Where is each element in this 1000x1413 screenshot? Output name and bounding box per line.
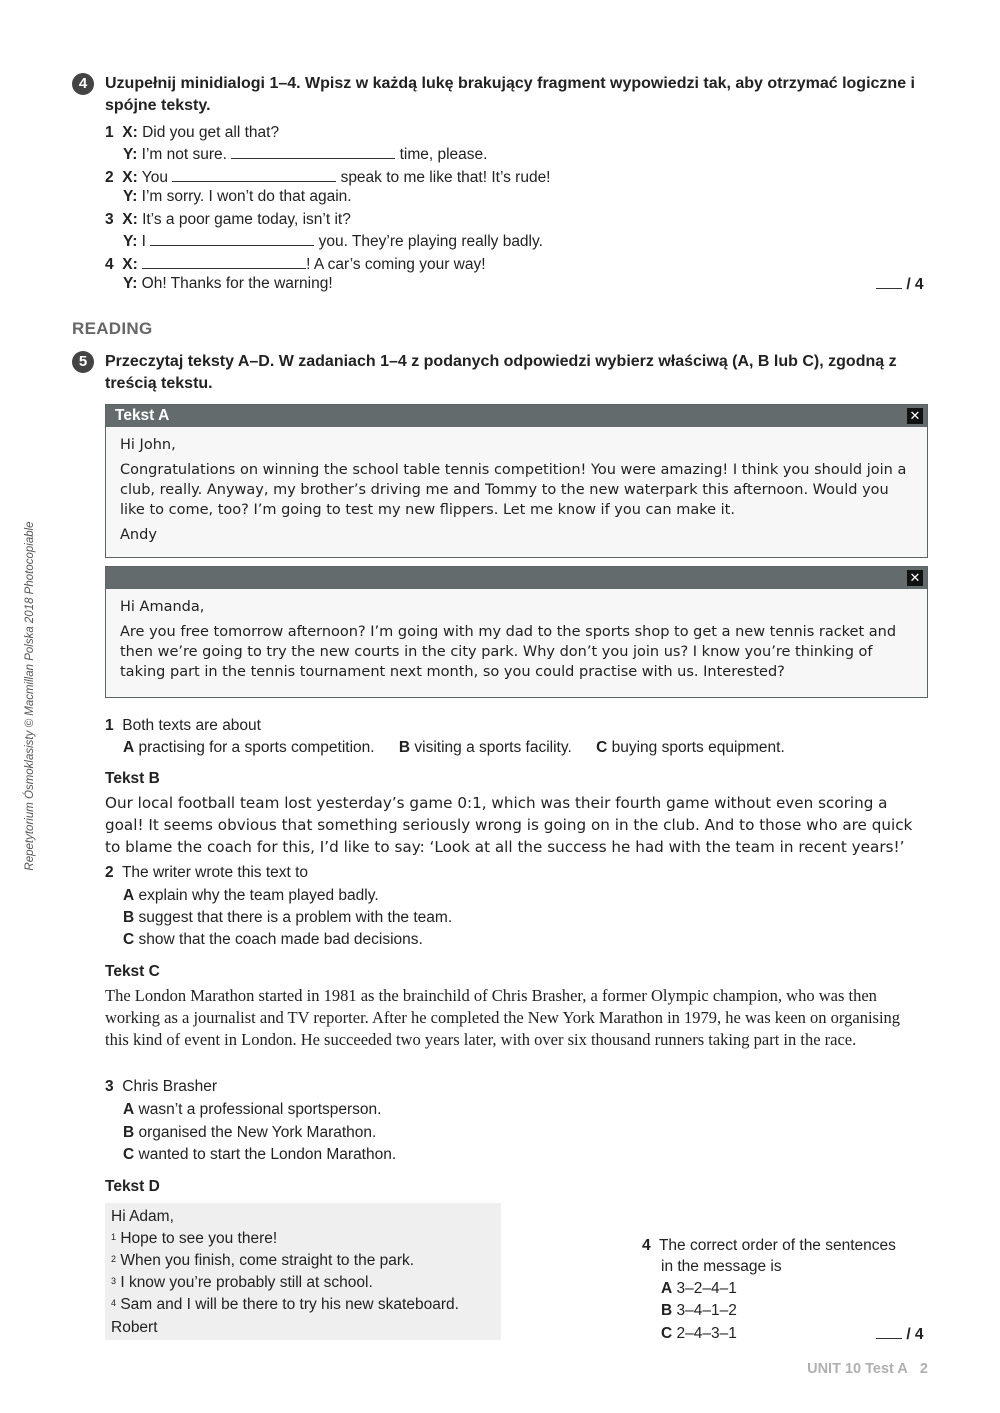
task-4-item-4-y — [123, 274, 333, 294]
page-footer — [807, 1361, 928, 1377]
text-a-title: Tekst A — [115, 407, 170, 424]
option-letter: C — [123, 931, 135, 948]
question-number: 3 — [105, 1078, 114, 1095]
text-c-title: Tekst C — [105, 963, 160, 980]
speaker-label: X: — [122, 256, 138, 273]
text-a-header — [106, 405, 927, 427]
option-letter: A — [661, 1280, 673, 1297]
option-text: practising for a sports competition. — [138, 739, 375, 756]
message-2-header — [106, 567, 927, 589]
task-4-item-2-x — [105, 167, 551, 188]
text-a-message-1 — [105, 404, 928, 558]
score-gap[interactable] — [876, 274, 902, 289]
sentence-3 — [111, 1273, 373, 1293]
dialogue-text: I’m not sure. — [141, 146, 227, 163]
question-4-option-b[interactable] — [661, 1301, 737, 1321]
question-2-option-c[interactable] — [123, 930, 423, 950]
speaker-label: Y: — [123, 188, 138, 205]
message-greeting: Hi John, — [120, 437, 176, 453]
task-4-number: 4 — [72, 73, 94, 95]
option-text: 2–4–3–1 — [676, 1325, 737, 1342]
question-3-stem — [105, 1077, 217, 1097]
dialogue-text: I’m sorry. I won’t do that again. — [141, 188, 352, 205]
task-4-instruction: Uzupełnij minidialogi 1–4. Wpisz w każdą lukę brakujący fragment wypowiedzi tak, aby otrzymać logiczne i spójne teksty. — [105, 75, 915, 114]
question-text: The correct order of the sentences — [658, 1237, 896, 1254]
option-text: suggest that there is a problem with the team. — [138, 909, 453, 926]
sentence-number: 3 — [111, 1276, 117, 1286]
question-number: 2 — [105, 864, 114, 881]
close-icon[interactable]: ✕ — [907, 570, 923, 586]
page-number: 2 — [919, 1361, 928, 1377]
answer-gap[interactable] — [172, 167, 336, 182]
question-number: 1 — [105, 717, 114, 734]
option-letter: C — [596, 739, 608, 756]
question-4-stem-cont: in the message is — [661, 1258, 782, 1275]
task-5-score — [876, 1324, 924, 1345]
option-letter: C — [123, 1146, 135, 1163]
dialogue-text: speak to me like that! It’s rude! — [340, 169, 551, 186]
text-a-message-2 — [105, 566, 928, 698]
answer-gap[interactable] — [231, 144, 395, 159]
question-text: The writer wrote this text to — [121, 864, 309, 881]
question-text: Both texts are about — [122, 717, 261, 734]
close-icon[interactable]: ✕ — [907, 408, 923, 424]
dialogue-text: I — [141, 233, 146, 250]
task-4-score — [876, 274, 924, 295]
question-2-option-b[interactable] — [123, 908, 452, 928]
item-number: 3 — [105, 211, 114, 228]
option-text: wanted to start the London Marathon. — [138, 1146, 397, 1163]
task-5-number: 5 — [72, 351, 94, 373]
option-c[interactable] — [596, 739, 785, 756]
message-signature: Andy — [120, 527, 157, 543]
sentence-number: 1 — [111, 1232, 117, 1242]
message-signature: Robert — [111, 1319, 158, 1336]
speaker-label: Y: — [123, 233, 138, 250]
question-2-stem — [105, 863, 308, 883]
answer-gap[interactable] — [142, 254, 306, 269]
score-gap[interactable] — [876, 1324, 902, 1339]
task-4-item-2-y — [123, 187, 352, 207]
sentence-text: When you finish, come straight to the park. — [120, 1252, 415, 1269]
sentence-number: 4 — [111, 1298, 117, 1308]
dialogue-text: It’s a poor game today, isn’t it? — [142, 211, 351, 228]
task-5-instruction: Przeczytaj teksty A–D. W zadaniach 1–4 z podanych odpowiedzi wybierz właściwą (A, B lub C), zgodną z treścią tekstu. — [105, 353, 897, 392]
question-3-option-c[interactable] — [123, 1145, 396, 1165]
option-text: 3–4–1–2 — [676, 1302, 737, 1319]
question-4-option-a[interactable] — [661, 1279, 737, 1299]
sentence-2 — [111, 1251, 414, 1271]
option-text: buying sports equipment. — [611, 739, 785, 756]
option-text: visiting a sports facility. — [414, 739, 572, 756]
dialogue-text: ! A car’s coming your way! — [306, 256, 486, 273]
score-total: / 4 — [906, 1326, 924, 1343]
question-3-option-b[interactable] — [123, 1123, 376, 1143]
question-number: 4 — [642, 1237, 651, 1254]
option-text: organised the New York Marathon. — [138, 1124, 377, 1141]
task-4-item-3-x — [105, 210, 351, 230]
option-text: explain why the team played badly. — [138, 887, 379, 904]
sentence-number: 2 — [111, 1254, 117, 1264]
message-greeting: Hi Amanda, — [120, 599, 205, 615]
option-letter: C — [661, 1325, 673, 1342]
task-4-item-1-x — [105, 123, 279, 143]
option-text: wasn’t a professional sportsperson. — [138, 1101, 382, 1118]
speaker-label: X: — [122, 169, 138, 186]
option-letter: B — [123, 909, 135, 926]
question-3-option-a[interactable] — [123, 1100, 381, 1120]
option-letter: B — [123, 1124, 135, 1141]
dialogue-text: You — [141, 169, 168, 186]
option-letter: A — [123, 1101, 135, 1118]
option-letter: A — [123, 887, 135, 904]
question-1-options — [123, 738, 785, 758]
speaker-label: Y: — [123, 275, 138, 292]
option-b[interactable] — [399, 739, 572, 756]
task-4-item-4-x — [105, 254, 486, 275]
sentence-1 — [111, 1229, 277, 1249]
score-total: / 4 — [906, 276, 924, 293]
question-4-option-c[interactable] — [661, 1324, 737, 1344]
sentence-4 — [111, 1295, 459, 1315]
question-4-stem — [642, 1236, 896, 1256]
option-letter: B — [398, 739, 411, 756]
message-greeting: Hi Adam, — [111, 1208, 174, 1225]
sentence-text: Sam and I will be there to try his new skateboard. — [120, 1296, 459, 1313]
text-c-body: The London Marathon started in 1981 as the brainchild of Chris Brasher, a former Olympic champion, who was then working as a journalist and TV reporter. After he completed the New York Marathon in 1979, he was keen on organising this kind of event in London. He succeeded two years later, with over six thousand runners taking part in the race. — [105, 986, 901, 1049]
message-text: Congratulations on winning the school table tennis competition! You were amazing! I think you should join a club, really. Anyway, my brother’s driving me and Tommy to the new waterpark this afternoon. Would you like to come, too? I’m going to test my new flippers. Let me know if you can make it. — [120, 462, 907, 518]
text-b-title: Tekst B — [105, 770, 160, 787]
option-letter: B — [661, 1302, 673, 1319]
dialogue-text: time, please. — [399, 146, 488, 163]
option-text: 3–2–4–1 — [676, 1280, 737, 1297]
message-body — [106, 427, 927, 558]
question-2-option-a[interactable] — [123, 886, 379, 906]
question-1-stem — [105, 716, 261, 736]
message-text: Are you free tomorrow afternoon? I’m going with my dad to the sports shop to get a new tennis racket and then we’re going to try the new courts in the city park. Why don’t you join us? I know you’re thinking of taking part in the tennis tournament next month, so you could practise with us. Interested? — [120, 624, 897, 680]
speaker-label: Y: — [123, 146, 138, 163]
sentence-text: I know you’re probably still at school. — [120, 1274, 373, 1291]
text-d-title: Tekst D — [105, 1178, 160, 1195]
text-b-body: Our local football team lost yesterday’s game 0:1, which was their fourth game without even scoring a goal! It seems obvious that something seriously wrong is going on in the club. And to those who are quick to blame the coach for this, I’d like to say: ‘Look at all the success he had with the team in recent years!’ — [105, 794, 913, 856]
option-a[interactable] — [123, 739, 375, 756]
dialogue-text: Did you get all that? — [142, 124, 280, 141]
answer-gap[interactable] — [150, 231, 314, 246]
message-body — [106, 589, 927, 695]
dialogue-text: you. They’re playing really badly. — [318, 233, 543, 250]
unit-label: UNIT 10 Test A — [807, 1361, 908, 1377]
question-text: Chris Brasher — [122, 1078, 217, 1095]
option-text: show that the coach made bad decisions. — [138, 931, 423, 948]
reading-section-title: READING — [72, 319, 153, 338]
side-credit: Repetytorium Ósmoklasisty © Macmillan Polska 2018 Photocopiable — [24, 521, 36, 871]
item-number: 4 — [105, 256, 114, 273]
item-number: 2 — [105, 169, 114, 186]
task-4-item-1-y — [123, 144, 487, 165]
dialogue-text: Oh! Thanks for the warning! — [141, 275, 333, 292]
speaker-label: X: — [122, 211, 138, 228]
sentence-text: Hope to see you there! — [120, 1230, 278, 1247]
item-number: 1 — [105, 124, 114, 141]
option-letter: A — [123, 739, 135, 756]
task-4-item-3-y — [123, 231, 543, 252]
text-d-message — [105, 1203, 501, 1340]
speaker-label: X: — [122, 124, 138, 141]
